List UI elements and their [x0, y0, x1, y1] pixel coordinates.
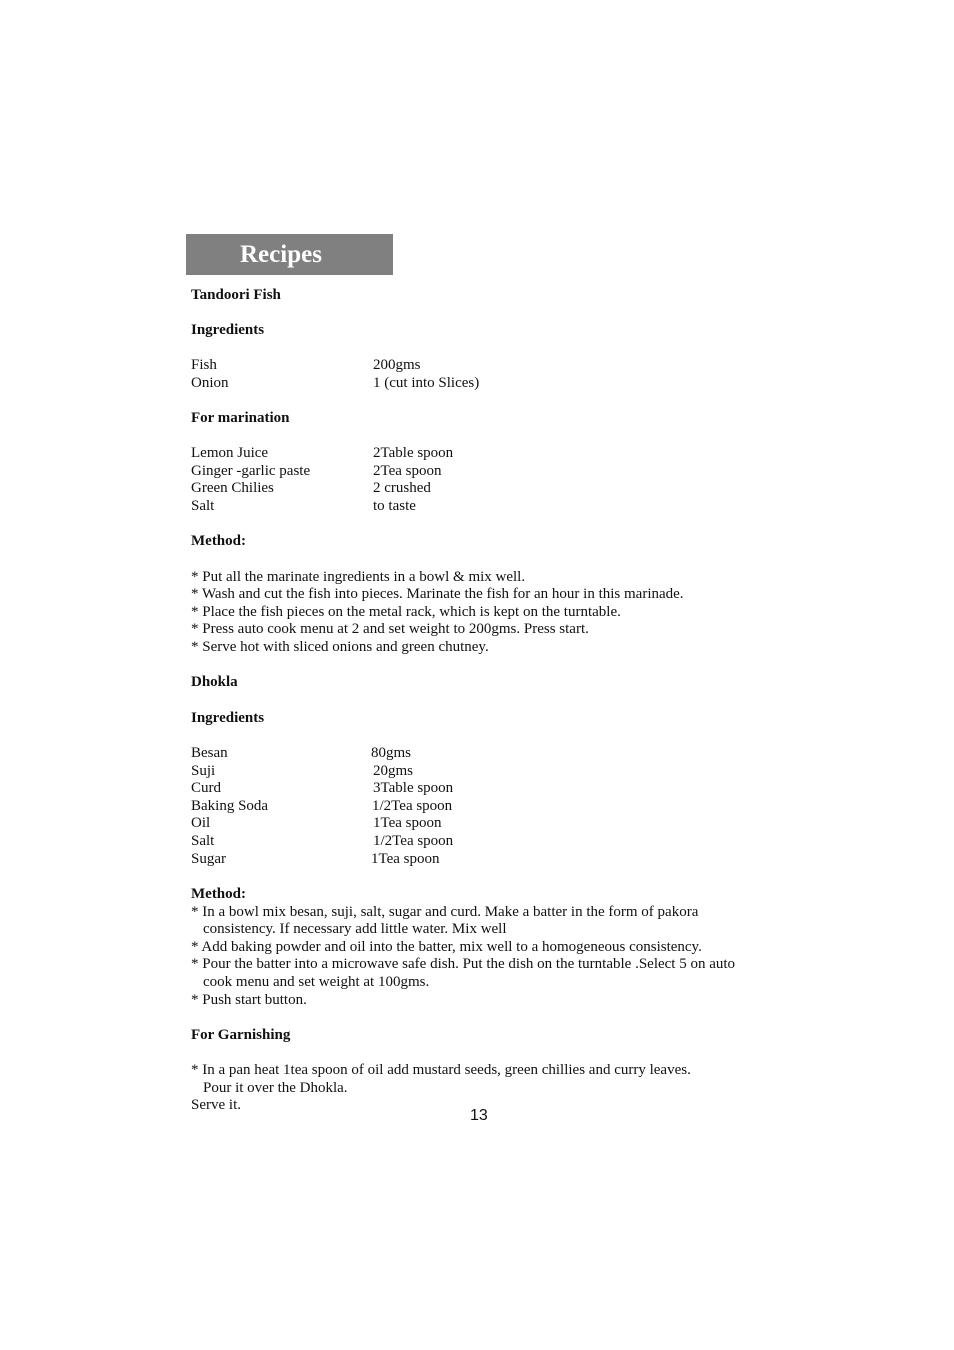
ingredient-qty: 1/2Tea spoon — [372, 798, 453, 814]
ingredient-name: Lemon Juice — [191, 445, 269, 461]
ingredient-qty: 1 (cut into Slices) — [373, 375, 480, 391]
method-line: cook menu and set weight at 100gms. — [203, 974, 430, 990]
ingredient-qty: 2 crushed — [373, 480, 431, 496]
method-line: * Push start button. — [191, 992, 307, 1008]
garnish-line: Pour it over the Dhokla. — [203, 1080, 348, 1096]
garnishing-heading: For Garnishing — [191, 1027, 291, 1043]
banner-title: Recipes — [240, 240, 322, 268]
recipes-banner — [186, 234, 393, 275]
method-heading: Method: — [191, 886, 246, 902]
page-number: 13 — [470, 1107, 488, 1124]
ingredient-qty: 1Tea spoon — [371, 851, 440, 867]
method-line: consistency. If necessary add little water. Mix well — [203, 921, 507, 937]
ingredient-name: Salt — [191, 833, 215, 849]
ingredient-qty: 80gms — [371, 745, 412, 761]
marination-heading: For marination — [191, 410, 290, 426]
method-heading: Method: — [191, 533, 246, 549]
ingredient-qty: 1Tea spoon — [373, 815, 442, 831]
ingredient-name: Besan — [191, 745, 228, 761]
method-step: * Place the fish pieces on the metal rack, which is kept on the turntable. — [191, 604, 621, 620]
ingredient-qty: 2Table spoon — [373, 445, 454, 461]
ingredient-name: Oil — [191, 815, 211, 831]
garnish-line: Serve it. — [191, 1097, 241, 1113]
ingredient-name: Onion — [191, 375, 229, 391]
ingredient-qty: 1/2Tea spoon — [373, 833, 454, 849]
garnish-line: * In a pan heat 1tea spoon of oil add mustard seeds, green chillies and curry leaves. — [191, 1062, 691, 1078]
ingredients-heading: Ingredients — [191, 710, 265, 726]
method-step: * Serve hot with sliced onions and green chutney. — [191, 639, 489, 655]
ingredient-qty: 3Table spoon — [373, 780, 454, 796]
recipe-title-dhokla: Dhokla — [191, 674, 238, 690]
ingredient-name: Green Chilies — [191, 480, 274, 496]
method-line: * In a bowl mix besan, suji, salt, sugar and curd. Make a batter in the form of pakora — [191, 904, 699, 920]
method-line: * Add baking powder and oil into the batter, mix well to a homogeneous consistency. — [191, 939, 702, 955]
ingredient-name: Sugar — [191, 851, 226, 867]
ingredient-qty: 200gms — [373, 357, 421, 373]
ingredient-qty: 2Tea spoon — [373, 463, 442, 479]
recipe-title-tandoori-fish: Tandoori Fish — [191, 287, 281, 303]
ingredient-name: Fish — [191, 357, 217, 373]
ingredient-name: Curd — [191, 780, 221, 796]
ingredient-name: Suji — [191, 763, 216, 779]
ingredient-qty: to taste — [373, 498, 416, 514]
method-step: * Wash and cut the fish into pieces. Marinate the fish for an hour in this marinade. — [191, 586, 684, 602]
ingredient-qty: 20gms — [373, 763, 414, 779]
method-line: * Pour the batter into a microwave safe dish. Put the dish on the turntable .Select 5 on auto — [191, 956, 736, 972]
ingredient-name: Baking Soda — [191, 798, 269, 814]
method-step: * Put all the marinate ingredients in a bowl & mix well. — [191, 569, 526, 585]
ingredient-name: Salt — [191, 498, 215, 514]
method-step: * Press auto cook menu at 2 and set weight to 200gms. Press start. — [191, 621, 589, 637]
ingredient-name: Ginger -garlic paste — [191, 463, 311, 479]
ingredients-heading: Ingredients — [191, 322, 265, 338]
